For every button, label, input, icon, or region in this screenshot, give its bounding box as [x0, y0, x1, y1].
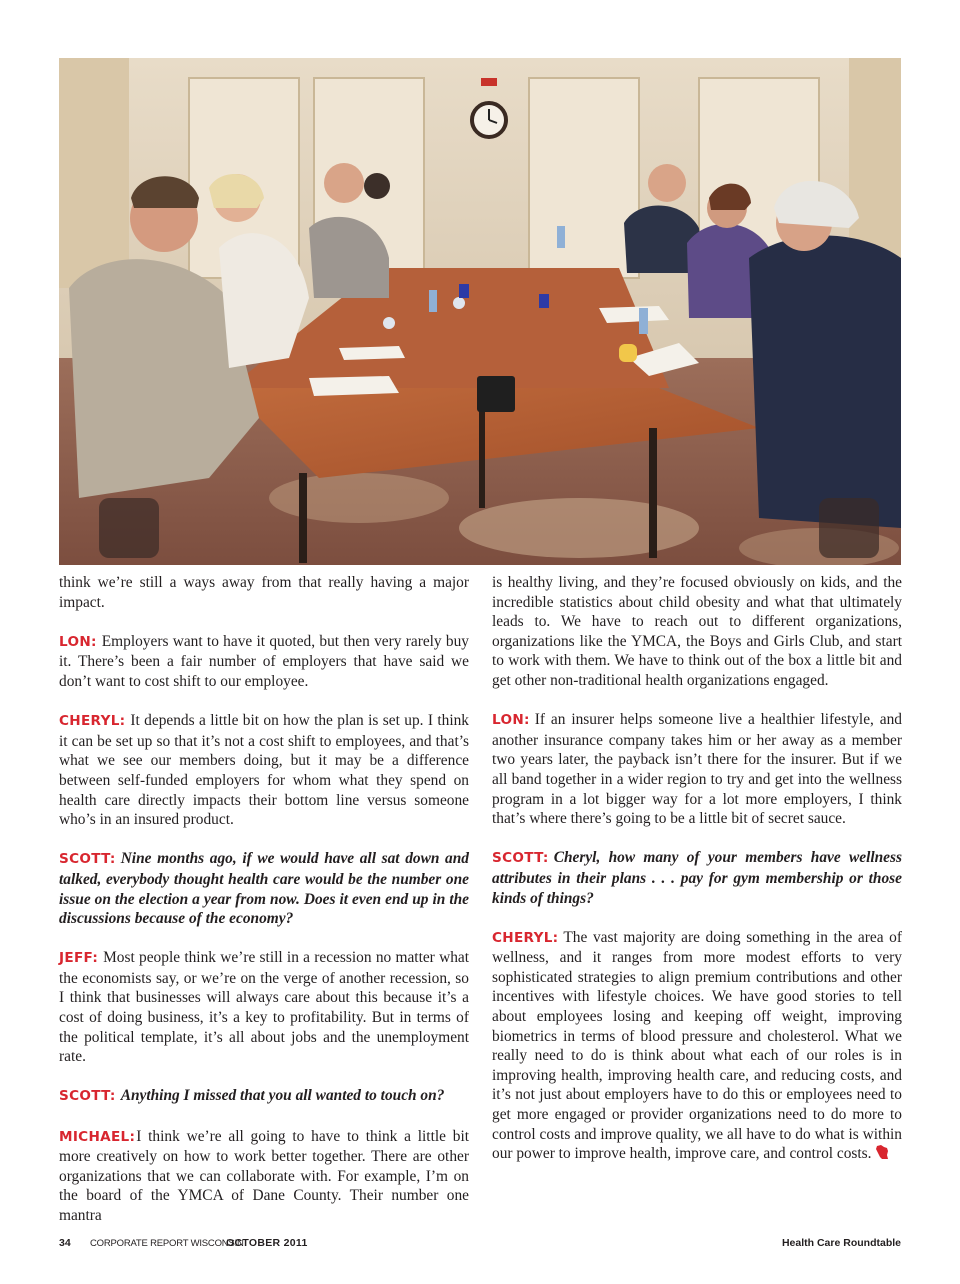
section-title: Health Care Roundtable — [781, 1237, 901, 1249]
speaker-name: SCOTT: — [492, 850, 549, 867]
paragraph — [59, 1127, 469, 1226]
paragraph-text: think we’re still a ways away from that really having a major impact. — [59, 574, 469, 611]
paragraph — [59, 948, 469, 1067]
paragraph — [492, 710, 902, 829]
speaker-name: CHERYL: — [492, 929, 559, 946]
question-text: Cheryl, how many of your members have wellness attributes in their plans . . . pay for gym membership or those kinds of things? — [492, 849, 902, 907]
speaker-name: SCOTT: — [59, 851, 116, 868]
paragraph-text: Employers want to have it quoted, but then very rarely buy it. There’s been a fair number of employers that have said we don’t want to cost shift to our employee. — [59, 632, 469, 690]
paragraph — [59, 849, 469, 928]
question-text: Nine months ago, if we would have all sat down and talked, everybody thought health care would be the number one issue on the election a year from now. Does it even end up in the discussions because of the economy? — [59, 850, 469, 928]
paragraph — [59, 1086, 469, 1107]
roundtable-meeting-photo — [59, 58, 901, 565]
speaker-name: LON: — [492, 712, 530, 729]
paragraph — [59, 573, 469, 612]
paragraph — [59, 632, 469, 692]
paragraph-text: If an insurer helps someone live a healthier lifestyle, and another insurance company takes him or her away as a member two years later, the payback isn’t there for the insurer. But if we all band together in a wider region to try and get into the wellness program in a lot bigger way for a lot more employers, I think that’s where there’s going to be a little bit of secret sauce. — [492, 711, 902, 828]
paragraph — [492, 848, 902, 908]
page-footer — [59, 1237, 901, 1253]
speaker-name: CHERYL: — [59, 713, 126, 730]
article-left-column — [59, 573, 469, 1245]
paragraph-text: I think we’re all going to have to think a little bit more creatively on how to work better together. There are other organizations that we can collaborate with. For example, I’m on the board of the YMCA of Dane County. Their number one mantra — [59, 1127, 469, 1224]
article-right-column — [492, 573, 902, 1185]
speaker-name: LON: — [59, 633, 97, 650]
paragraph-text: is healthy living, and they’re focused obviously on kids, and the incredible statistics about child obesity and what that ultimately leads to. We have to reach out to different organizations, organizations like the YMCA, the Boys and Girls Club, and start to work with them. We have to think out of the box a little bit and get other non-traditional health organizations engaged. — [492, 574, 902, 689]
page-number: 34 — [59, 1237, 71, 1249]
question-text: Anything I missed that you all wanted to touch on? — [120, 1087, 445, 1105]
roundtable-photo — [59, 58, 901, 565]
paragraph-text: It depends a little bit on how the plan is set up. I think it can be set up so that it’s not a cost shift to employees, and that’s what we see our members doing, but it may be a difference between self-funded employers for whom what they spend on health care directly impacts their bottom line versus someone who’s in an insured product. — [59, 712, 469, 829]
paragraph — [492, 928, 902, 1166]
wisconsin-state-icon — [876, 1145, 889, 1166]
speaker-name: SCOTT: — [59, 1088, 116, 1105]
paragraph-text: Most people think we’re still in a recession no matter what the economists say, or we’re on the verge of another recession, so I think that businesses will always care about this because it’s a cost of doing business, it’s a key to profitability. But in terms of the political template, it’s all about jobs and the unemployment rate. — [59, 949, 469, 1066]
paragraph-text: The vast majority are doing something in the area of wellness, and it ranges from more modest efforts to very sophisticated strategies to align premium contributions and other incentives with lifestyle choices. We have good stories to tell about employees losing and keeping off weight, improving biometrics in terms of blood pressure and cholesterol. What we really need to do is think about what each of our roles is in improving health, improving health care, and reducing costs, and it’s not just about employers have to do this or employees need to get more engaged or provider organizations need to do more to control costs and improve quality, we all have to do what is within our power to improve health, improve care, and control costs. — [492, 928, 902, 1163]
paragraph — [59, 711, 469, 830]
paragraph — [492, 573, 902, 691]
issue-date: OCTOBER 2011 — [226, 1237, 308, 1249]
speaker-name: JEFF: — [59, 950, 99, 967]
speaker-name: MICHAEL: — [59, 1128, 136, 1145]
publication-name: CORPORATE REPORT WISCONSIN — [90, 1238, 244, 1249]
